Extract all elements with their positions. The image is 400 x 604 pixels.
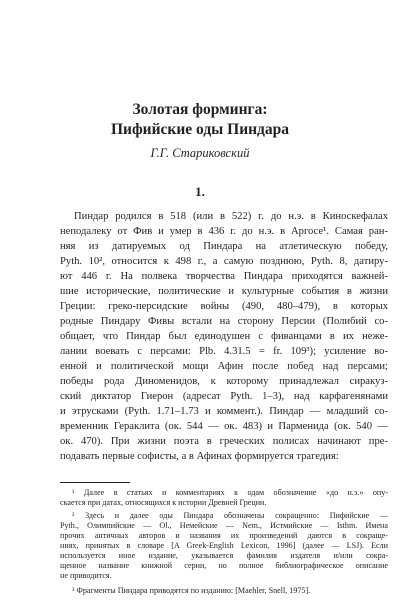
footnote-line: используется иное издание, указывается фамилия издателя и/или сокра-	[60, 551, 388, 560]
paragraph-line: неподалеку от Фив и умер в 436 г. до н.э. в Аргосе¹. Самая ран-	[60, 226, 388, 237]
footnote-divider	[60, 482, 130, 483]
footnote-line: Pyth., Олимпийские — Ol., Немейские — Nem., Истмийские — Isthm. Имена	[60, 521, 388, 530]
footnote-line: ¹ Далее в статьях и комментариях к одам обозначение «до н.э.» опу-	[72, 488, 388, 497]
paragraph-line: и этрусками (Pyth. 1.71–1.73 и коммент.). Пиндар — младший со-	[60, 406, 388, 417]
chapter-title-line-1: Золотая форминга:	[132, 101, 268, 118]
paragraph-line: Pyth. 10², относится к 498 г., а самую позднюю, Pyth. 8, датиру-	[60, 256, 388, 267]
paragraph-line: шие исторические, политические и культурные события в жизни	[60, 286, 388, 297]
paragraph-line: енной и политической мощи Афин после побед над персами;	[60, 361, 388, 372]
chapter-title-line-2: Пифийские оды Пиндара	[110, 121, 290, 138]
paragraph-line: ок. 470). При жизни поэта в греческих полисах начинают пре-	[60, 436, 388, 447]
paragraph-line: няя из датируемых од Пиндара на атлетическую победу,	[60, 241, 388, 252]
paragraph-line: временник Гераклита (ок. 544 — ок. 483) и Парменида (ок. 540 —	[60, 421, 388, 432]
footnote-line: прочих античных авторов и названия их произведений даются в сокраще-	[60, 531, 388, 540]
paragraph-line: Пиндар родился в 518 (или в 522) г. до н.э. в Киноскефалах	[74, 211, 388, 222]
paragraph-line: подавать первые софисты, а в Афинах формируется трагедия:	[60, 451, 339, 462]
footnote-line: ниях, принятых в словаре [A Greek-English Lexicon, 1996] (далее — LSJ). Если	[60, 541, 388, 550]
footnote-line: щенное название книжной серии, но полное библиографическое описание	[60, 561, 388, 570]
paragraph-line: Греции: греко-персидские войны (490, 480–479), в которых	[60, 301, 388, 312]
footnote-line: ³ Фрагменты Пиндара приводятся по изданию: [Maehler, Snell, 1975].	[72, 586, 311, 595]
footnote-line: ² Здесь и далее оды Пиндара обозначены сокращенно: Пифийские —	[72, 511, 388, 520]
paragraph-line: ют 446 г. На полвека творчества Пиндара приходятся важней-	[60, 271, 388, 282]
footnote-line: не приводится.	[60, 571, 112, 580]
paragraph-line: лании воевать с персами: Plb. 4.31.5 = fr. 109³); усиление во-	[60, 346, 388, 357]
paragraph-line: родные Пиндару Фивы встали на сторону Персии (Полибий со-	[60, 316, 388, 327]
author-name: Г.Г. Стариковский	[150, 146, 250, 160]
paragraph-line: ский диктатор Гиерон (адресат Pyth. 1–3), над карфагенянами	[60, 391, 388, 402]
section-number: 1.	[195, 184, 205, 199]
paragraph-line: общает, что Пиндар был единодушен с фиванцами в их нежe-	[60, 331, 388, 342]
footnote-line: скается при датах, относящихся к истории Древней Греции.	[60, 498, 267, 507]
paragraph-line: победы рода Диноменидов, к которому принадлежал сиракуз-	[60, 376, 388, 387]
